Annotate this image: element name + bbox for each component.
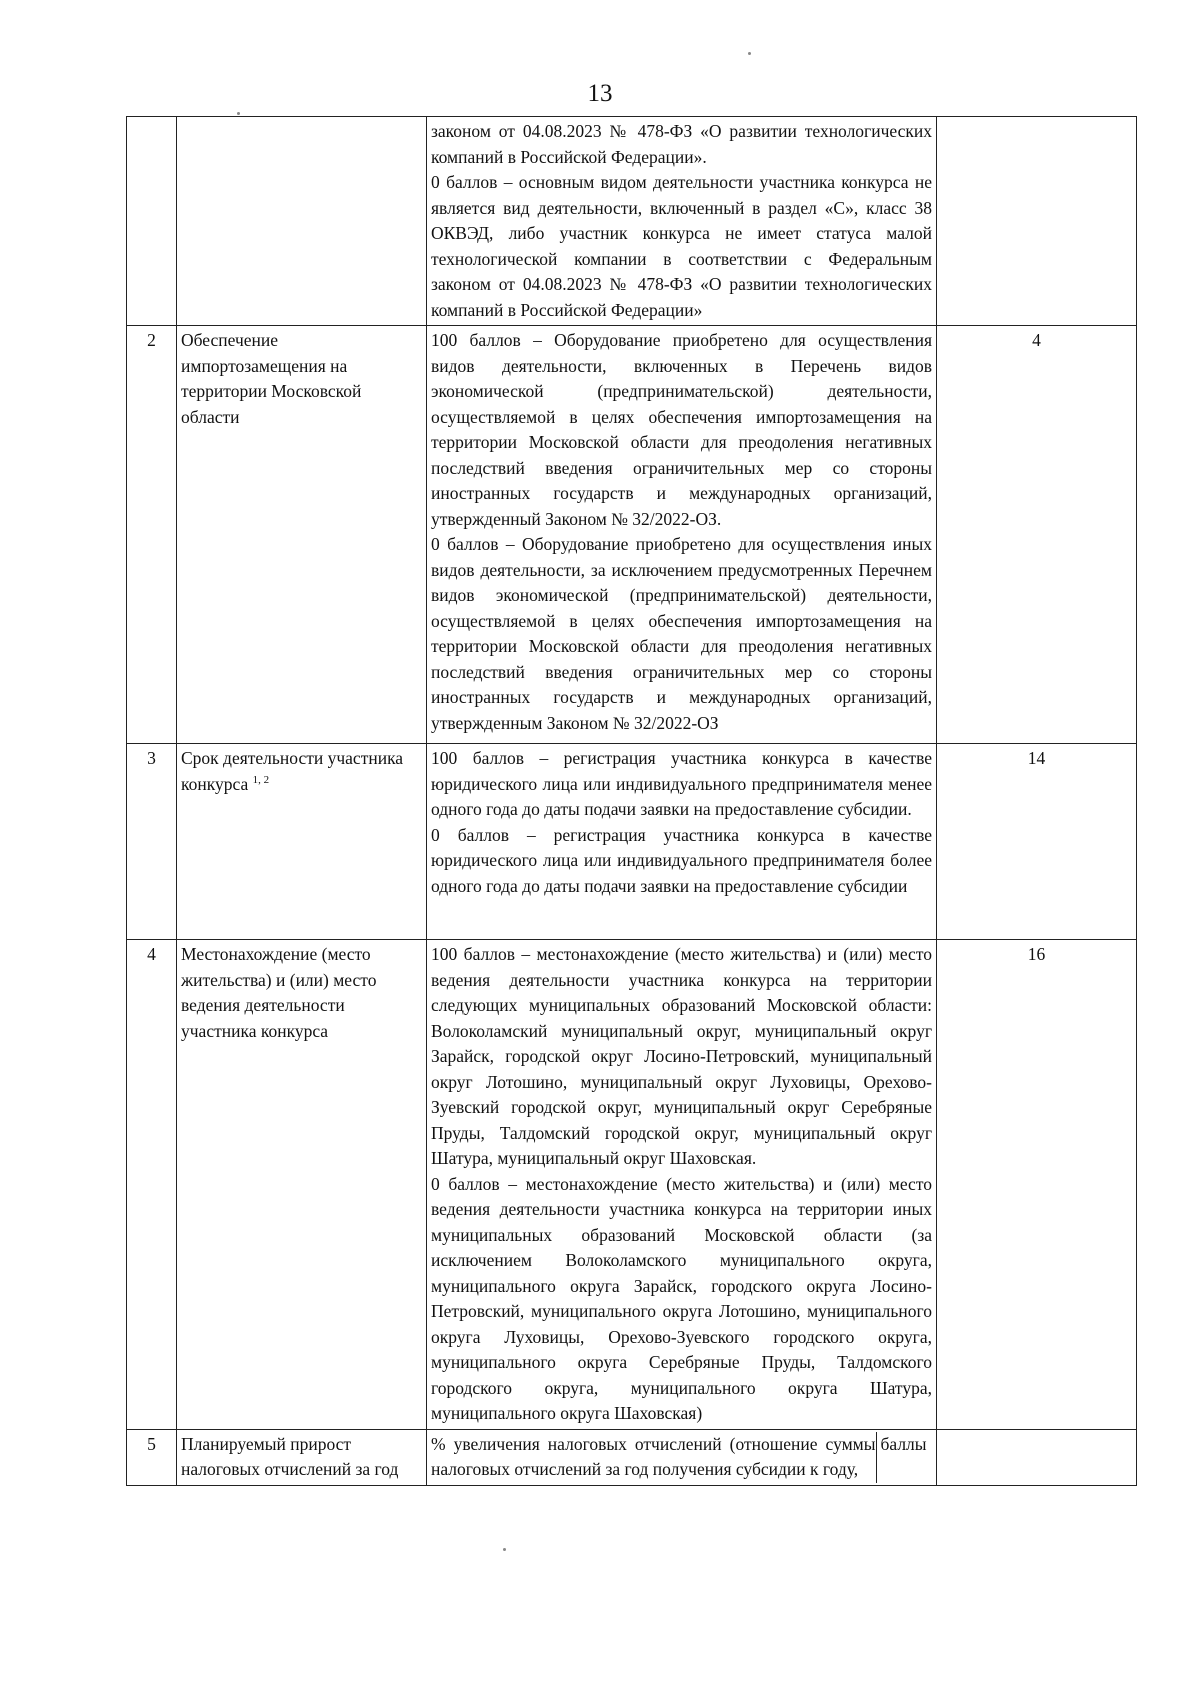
criterion-weight: 16 <box>937 940 1137 1430</box>
footnote-marker: 1, 2 <box>252 773 270 786</box>
row-number: 2 <box>127 326 177 744</box>
table-row <box>127 1429 1137 1485</box>
scan-speck <box>748 52 751 55</box>
criterion-name <box>177 744 427 940</box>
row-number: 3 <box>127 744 177 940</box>
criterion-weight <box>937 1429 1137 1485</box>
criterion-name: Обеспечение импортозамещения на территории Московской области <box>177 326 427 744</box>
inner-unit: баллы <box>876 1432 936 1483</box>
table-row <box>127 744 1137 940</box>
criterion-weight: 4 <box>937 326 1137 744</box>
table-row <box>127 117 1137 326</box>
criteria-table <box>126 116 1137 1486</box>
description-paragraph: 100 баллов – регистрация участника конкурса в качестве юридического лица или индивидуального предпринимателя менее одного года до даты подачи заявки на предоставление субсидии. <box>431 748 932 819</box>
description-paragraph: 100 баллов – местонахождение (место жительства) и (или) место ведения деятельности участника конкурса на территории следующих муниципальных образований Московской области: Волоколамский муниципальный округ, муниципальный округ Зарайск, городской округ Лосино-Петровский, муниципальный округ Лотошино, муниципальный округ Луховицы, Орехово-Зуевский городской округ, муниципальный округ Серебряные Пруды, Талдомский городской округ, муниципальный округ Шатура, муниципальный округ Шаховская. <box>431 944 932 1168</box>
inner-table <box>431 1432 936 1483</box>
criterion-name-text: Срок деятельности участника конкурса <box>181 748 404 794</box>
description-paragraph: 0 баллов – основным видом деятельности участника конкурса не является вид деятельности, включенный в раздел «С», класс 38 ОКВЭД, либо участник конкурса не имеет статуса малой технологической компании в соответствии с Федеральным законом от 04.08.2023 № 478-ФЗ «О развитии технологических компаний в Российской Федерации» <box>431 172 932 320</box>
criterion-description <box>427 326 937 744</box>
criterion-description <box>427 744 937 940</box>
criterion-name: Местонахождение (место жительства) и (или) место ведения деятельности участника конкурса <box>177 940 427 1430</box>
criterion-name <box>177 117 427 326</box>
page-number: 13 <box>587 80 613 107</box>
scan-speck <box>503 1548 506 1551</box>
table-row <box>127 326 1137 744</box>
criterion-weight <box>937 117 1137 326</box>
row-number: 4 <box>127 940 177 1430</box>
description-paragraph: 0 баллов – регистрация участника конкурса в качестве юридического лица или индивидуального предпринимателя более одного года до даты подачи заявки на предоставление субсидии <box>431 824 932 896</box>
inner-description: % увеличения налоговых отчислений (отношение суммы налоговых отчислений за год получения субсидии к году, <box>431 1433 876 1479</box>
description-paragraph: 0 баллов – местонахождение (место жительства) и (или) место ведения деятельности участника конкурса на территории иных муниципальных образований Московской области (за исключением Волоколамского муниципального округа, муниципального округа Зарайск, городского округа Лосино-Петровский, муниципального округа Лотошино, муниципального округа Луховицы, Орехово-Зуевского городского округа, муниципального округа Серебряные Пруды, Талдомского городского округа, муниципального округа Шатура, муниципального округа Шаховская) <box>431 1173 932 1423</box>
criterion-description <box>427 117 937 326</box>
row-number: 5 <box>127 1429 177 1485</box>
criterion-description <box>427 1429 937 1485</box>
description-paragraph: законом от 04.08.2023 № 478-ФЗ «О развитии технологических компаний в Российской Федерации». <box>431 121 932 167</box>
description-paragraph: 0 баллов – Оборудование приобретено для осуществления иных видов деятельности, за исключением предусмотренных Перечнем видов экономической (предпринимательской) деятельности, осуществляемой в целях обеспечения импортозамещения на территории Московской области для преодоления негативных последствий введения ограничительных мер со стороны иностранных государств и международных организаций, утвержденным Законом № 32/2022-ОЗ <box>431 534 932 733</box>
row-number <box>127 117 177 326</box>
scan-speck <box>237 112 240 115</box>
criterion-description <box>427 940 937 1430</box>
criterion-weight: 14 <box>937 744 1137 940</box>
table-row <box>127 940 1137 1430</box>
description-paragraph: 100 баллов – Оборудование приобретено для осуществления видов деятельности, включенных в Перечень видов экономической (предпринимательской) деятельности, осуществляемой в целях обеспечения импортозамещения на территории Московской области для преодоления негативных последствий введения ограничительных мер со стороны иностранных государств и международных организаций, утвержденный Законом № 32/2022-ОЗ. <box>431 330 932 529</box>
criterion-name: Планируемый прирост налоговых отчислений за год <box>177 1429 427 1485</box>
